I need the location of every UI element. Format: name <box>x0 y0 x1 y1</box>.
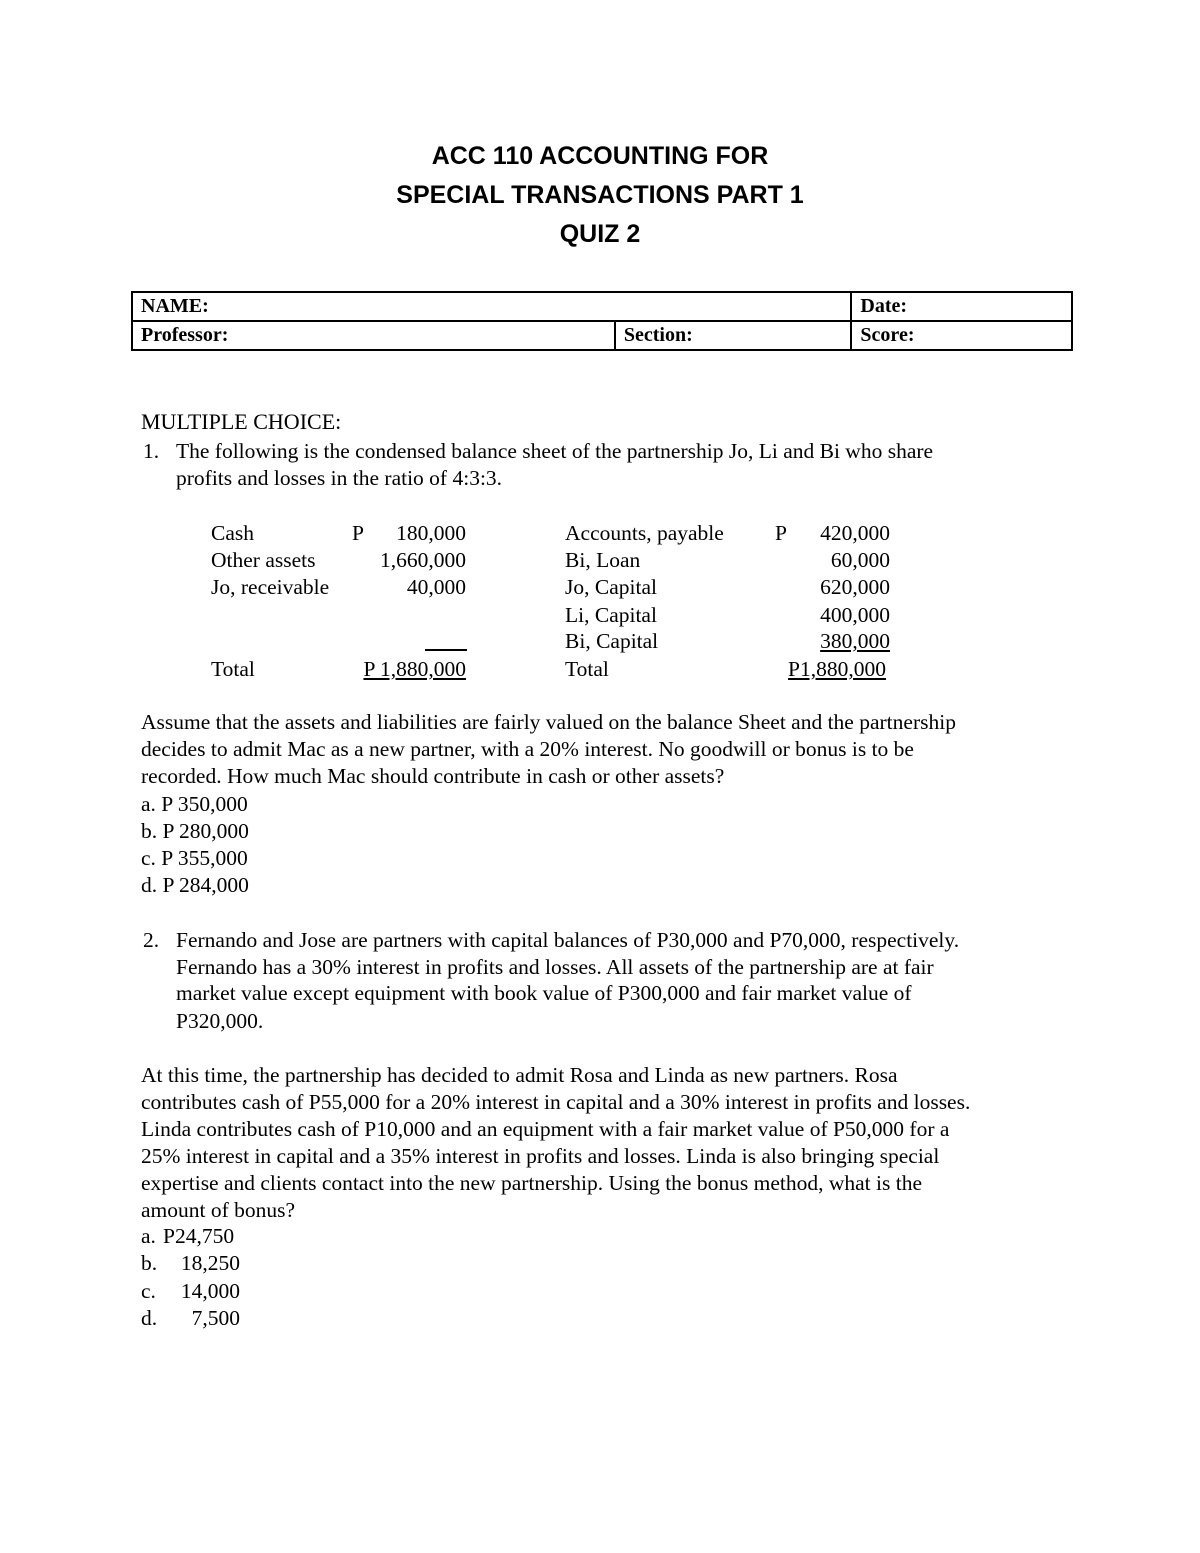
q1-para-line-2: decides to admit Mac as a new partner, with a 20% interest. No goodwill or bonus is to be <box>141 737 914 761</box>
q2-choice-b-value: 18,250 <box>180 1251 240 1275</box>
asset-amount-other: 1,660,000 <box>380 548 466 572</box>
title-line-2: SPECIAL TRANSACTIONS PART 1 <box>396 181 804 209</box>
q2-choice-d-value: 7,500 <box>191 1306 240 1330</box>
section-field[interactable]: Section: <box>615 321 852 350</box>
liab-amount-jo-capital: 620,000 <box>820 575 890 599</box>
title-line-1: ACC 110 ACCOUNTING FOR <box>431 142 769 170</box>
q2-stem-line-4: P320,000. <box>176 1009 264 1033</box>
assets-subtotal-rule <box>425 649 467 651</box>
q2-choice-a-value: P24,750 <box>163 1224 235 1248</box>
q2-choice-b-letter: b. <box>141 1251 158 1275</box>
liab-amount-bi-capital: 380,000 <box>820 629 890 653</box>
liab-total-amount: P1,880,000 <box>788 657 886 681</box>
section-heading: MULTIPLE CHOICE: <box>141 409 342 434</box>
q2-number: 2. <box>143 928 160 952</box>
info-row-2 <box>132 321 1072 350</box>
asset-currency-cash: P <box>352 521 364 545</box>
q1-para-line-3: recorded. How much Mac should contribute in cash or other assets? <box>141 764 725 788</box>
assets-total-amount: P 1,880,000 <box>363 657 466 681</box>
q2-para-line-2: contributes cash of P55,000 for a 20% interest in capital and a 30% interest in profits and losses. <box>141 1090 971 1114</box>
q1-number: 1. <box>143 439 160 463</box>
q1-stem-line-2: profits and losses in the ratio of 4:3:3. <box>176 466 503 490</box>
q1-choice-b[interactable]: b. P 280,000 <box>141 819 249 843</box>
liab-amount-loan: 60,000 <box>830 548 890 572</box>
asset-label-receivable: Jo, receivable <box>211 575 330 599</box>
professor-field[interactable]: Professor: <box>132 321 615 350</box>
asset-label-cash: Cash <box>211 521 254 545</box>
q1-choice-a[interactable]: a. P 350,000 <box>141 792 248 816</box>
q2-para-line-6: amount of bonus? <box>141 1198 296 1222</box>
title-line-3: QUIZ 2 <box>559 220 641 248</box>
q1-stem-line-1: The following is the condensed balance sheet of the partnership Jo, Li and Bi who share <box>176 439 934 463</box>
q2-stem-line-3: market value except equipment with book value of P300,000 and fair market value of <box>176 981 912 1005</box>
q2-choice-c-letter: c. <box>141 1279 156 1303</box>
q1-choice-d[interactable]: d. P 284,000 <box>141 873 249 897</box>
q2-choice-a-letter: a. <box>141 1224 156 1248</box>
q1-choice-c[interactable]: c. P 355,000 <box>141 846 248 870</box>
asset-amount-cash: 180,000 <box>396 521 466 545</box>
liab-amount-payable: 420,000 <box>820 521 890 545</box>
info-row-1 <box>132 292 1072 321</box>
q2-stem-line-2: Fernando has a 30% interest in profits and losses. All assets of the partnership are at fair <box>176 955 934 979</box>
liab-label-loan: Bi, Loan <box>565 548 641 572</box>
liab-label-bi-capital: Bi, Capital <box>565 629 659 653</box>
q2-para-line-5: expertise and clients contact into the new partnership. Using the bonus method, what is the <box>141 1171 922 1195</box>
liab-amount-li-capital: 400,000 <box>820 603 890 627</box>
q2-choice-c-value: 14,000 <box>180 1279 240 1303</box>
q2-choice-d-letter: d. <box>141 1306 158 1330</box>
q2-para-line-1: At this time, the partnership has decided to admit Rosa and Linda as new partners. Rosa <box>141 1063 898 1087</box>
liab-currency-payable: P <box>775 521 787 545</box>
liab-label-li-capital: Li, Capital <box>565 603 657 627</box>
name-field[interactable]: NAME: <box>132 292 851 321</box>
student-info-table <box>131 291 1073 351</box>
q1-para-line-1: Assume that the assets and liabilities are fairly valued on the balance Sheet and the partnership <box>141 710 956 734</box>
liab-label-payable: Accounts, payable <box>565 521 724 545</box>
liab-total-label: Total <box>565 657 609 681</box>
q2-stem-line-1: Fernando and Jose are partners with capital balances of P30,000 and P70,000, respectively. <box>176 928 960 952</box>
assets-total-label: Total <box>211 657 255 681</box>
q2-para-line-4: 25% interest in capital and a 35% interest in profits and losses. Linda is also bringing special <box>141 1144 940 1168</box>
q2-para-line-3: Linda contributes cash of P10,000 and an equipment with a fair market value of P50,000 for a <box>141 1117 950 1141</box>
score-field[interactable]: Score: <box>851 321 1072 350</box>
asset-amount-receivable: 40,000 <box>406 575 466 599</box>
date-field[interactable]: Date: <box>851 292 1072 321</box>
asset-label-other: Other assets <box>211 548 316 572</box>
liab-label-jo-capital: Jo, Capital <box>565 575 657 599</box>
